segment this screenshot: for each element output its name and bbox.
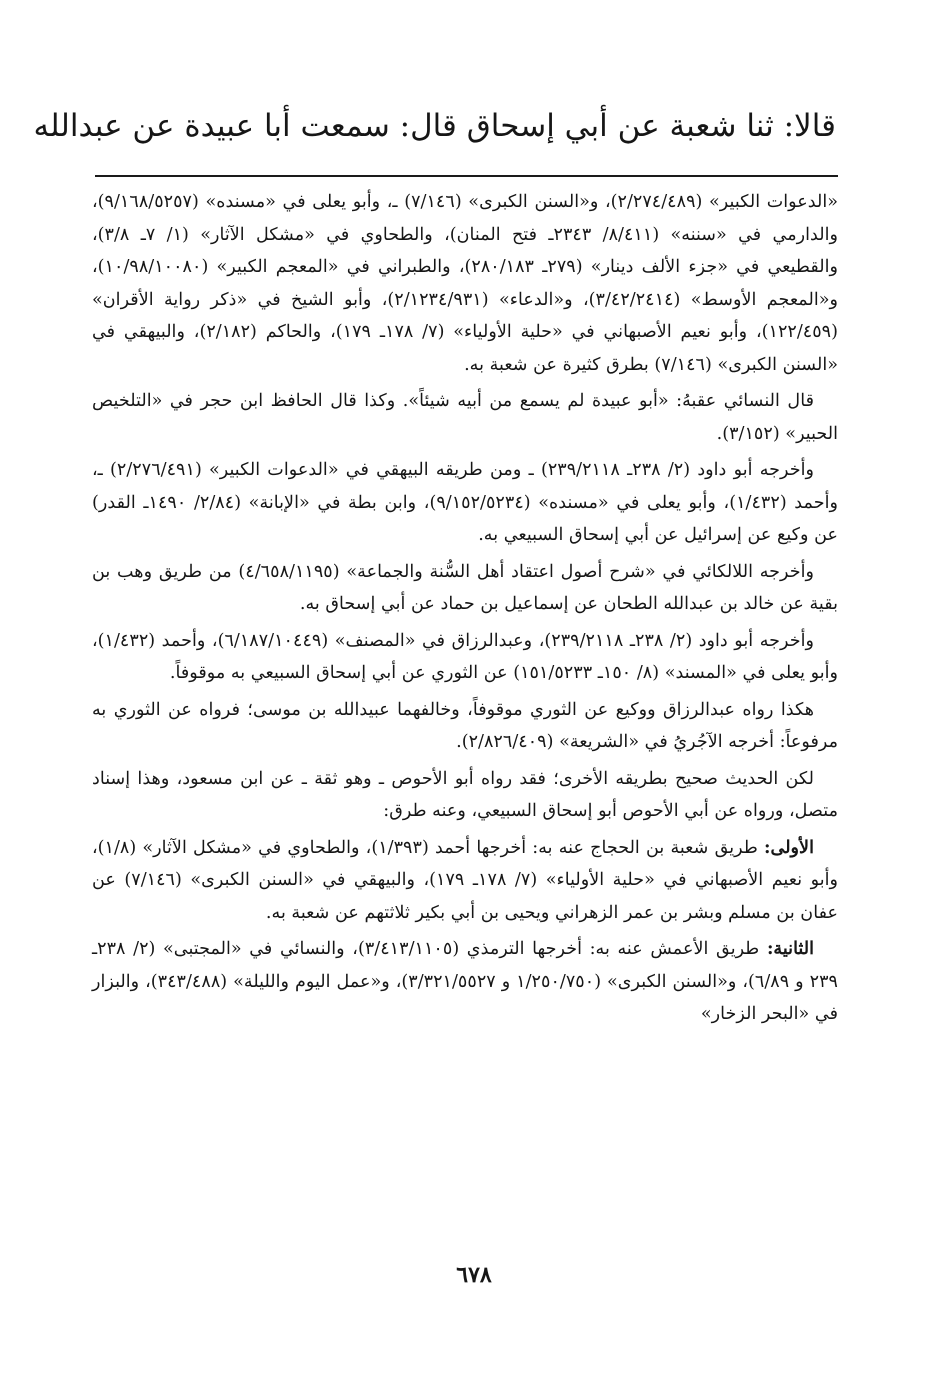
- paragraph-9: [92, 933, 838, 1031]
- paragraph-5: [92, 625, 838, 690]
- paragraph-text: وأخرجه أبو داود (٢/ ٢٣٨ـ ٢٣٩/٢١١٨)، وعبدالرزاق في «المصنف» (٦/١٨٧/١٠٤٤٩)، وأحمد (١/٤٣٢)، وأبو يعلى في «المسند» (٨/ ١٥٠ـ ١٥١/٥٢٣٣) عن الثوري عن أبي إسحاق السبيعي به موقوفاً.: [92, 630, 838, 683]
- paragraph-text: طريق شعبة بن الحجاج عنه به: أخرجها أحمد (١/٣٩٣)، والطحاوي في «مشكل الآثار» (١/٨)، وأبو نعيم الأصبهاني في «حلية الأولياء» (٧/ ١٧٨ـ ١٧٩)، والبيهقي في «السنن الكبرى» (٧/١٤٦) عن عفان بن مسلم وبشر بن عمر الزهراني ويحيى بن أبي بكير ثلاثتهم عن شعبة به.: [92, 837, 838, 923]
- paragraph-text: طريق الأعمش عنه به: أخرجها الترمذي (٣/٤١٣/١١٠٥)، والنسائي في «المجتبى» (٢/ ٢٣٨ـ ٢٣٩ و ٦/٨٩)، و«السنن الكبرى» (١/٢٥٠/٧٥٠ و ٣/٣٢١/٥٥٢٧)، و«عمل اليوم والليلة» (٣٤٣/٤٨٨)، والبزار في «البحر الزخار»: [92, 939, 838, 1024]
- paragraph-4: [92, 556, 838, 621]
- paragraph-text: قال النسائي عقبهُ: «أبو عبيدة لم يسمع من أبيه شيئاً». وكذا قال الحافظ ابن حجر في «التلخيص الحبير» (٣/١٥٢).: [92, 391, 838, 444]
- paragraph-text: وأخرجه أبو داود (٢/ ٢٣٨ـ ٢٣٩/٢١١٨) ـ ومن طريقه البيهقي في «الدعوات الكبير» (٢/٢٧٦/٤٩١) ـ، وأحمد (١/٤٣٢)، وأبو يعلى في «مسنده» (٩/١٥٢/٥٢٣٤)، وابن بطة في «الإبانة» (٢/٨٤/ ١٤٩٠ـ القدر) عن وكيع عن إسرائيل عن أبي إسحاق السبيعي به.: [92, 460, 838, 545]
- page-number: ٦٧٨: [456, 1262, 492, 1288]
- paragraph-text: لكن الحديث صحيح بطريقه الأخرى؛ فقد رواه أبو الأحوص ـ وهو ثقة ـ عن ابن مسعود، وهذا إسناد متصل، ورواه عن أبي الأحوص أبو إسحاق السبيعي، وعنه طرق:: [92, 768, 838, 821]
- paragraph-lead: الثانية:: [766, 938, 814, 959]
- paragraph-text: «الدعوات الكبير» (٢/٢٧٤/٤٨٩)، و«السنن الكبرى» (٧/١٤٦) ـ، وأبو يعلى في «مسنده» (٩/١٦٨/٥٢٥٧)، والدارمي في «سننه» (٨/٤١١/ ٢٣٤٣ـ فتح المنان)، والطحاوي في «مشكل الآثار» (١/ ٧ـ ٣/٨)، والقطيعي في «جزء الألف دينار» (٢٧٩ـ ٢٨٠/١٨٣)، والطبراني في «المعجم الكبير» (١٠/٩٨/١٠٠٨٠)، و«المعجم الأوسط» (٣/٤٢/٢٤١٤)، و«الدعاء» (٢/١٢٣٤/٩٣١)، وأبو الشيخ في «ذكر رواية الأقران» (١٢٢/٤٥٩)، وأبو نعيم الأصبهاني في «حلية الأولياء» (٧/ ١٧٨ـ ١٧٩)، والحاكم (٢/١٨٢)، والبيهقي في «السنن الكبرى» (٧/١٤٦) بطرق كثيرة عن شعبة به.: [92, 192, 839, 375]
- paragraph-7: [92, 763, 838, 828]
- paragraph-text: وأخرجه اللالكائي في «شرح أصول اعتقاد أهل السُّنة والجماعة» (٤/٦٥٨/١١٩٥) من طريق وهب بن بقية عن خالد بن عبدالله الطحان عن إسماعيل بن حماد عن أبي إسحاق به.: [92, 561, 838, 614]
- paragraph-8: [92, 832, 838, 930]
- paragraph-1: [92, 186, 838, 381]
- header-rule: [95, 175, 838, 177]
- paragraph-6: [92, 694, 838, 759]
- paragraph-text: هكذا رواه عبدالرزاق ووكيع عن الثوري موقوفاً، وخالفهما عبيدالله بن موسى؛ فرواه عن الثوري به مرفوعاً: أخرجه الآجُريُ في «الشريعة» (٢/٨٢٦/٤٠٩).: [92, 699, 838, 752]
- footnote-body: [92, 186, 838, 1035]
- paragraph-2: [92, 385, 838, 450]
- paragraph-3: [92, 454, 838, 552]
- page-header: قالا: ثنا شعبة عن أبي إسحاق قال: سمعت أبا عبيدة عن عبدالله: [33, 108, 836, 144]
- paragraph-lead: الأولى:: [764, 836, 814, 858]
